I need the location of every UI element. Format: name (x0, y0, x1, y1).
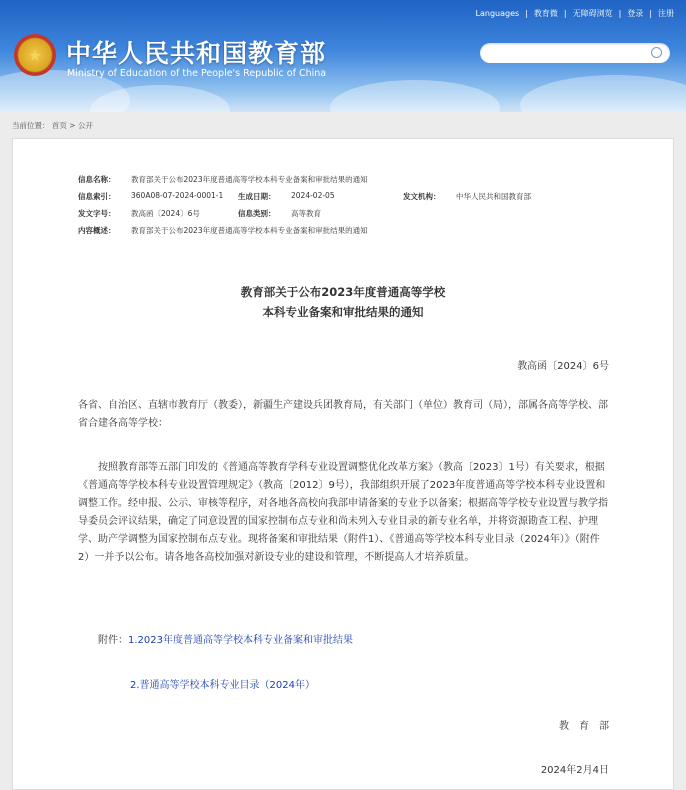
attachment-list (98, 631, 353, 646)
doc-number: 教高函〔2024〕6号 (517, 361, 609, 372)
nav-sep: | (525, 9, 528, 18)
nav-sep: | (649, 9, 652, 18)
meta-index-label: 信息索引： (78, 192, 116, 201)
mobile-link[interactable]: 教育微 (533, 9, 558, 18)
register-link[interactable]: 注册 (658, 9, 674, 18)
breadcrumb-sep: > (69, 121, 76, 130)
attachment-label: 附件： (98, 635, 128, 646)
doc-title-line2: 本科专业备案和审批结果的通知 (262, 305, 424, 319)
attachment-link-1[interactable]: 1.2023年度普通高等学校本科专业备案和审批结果 (128, 635, 353, 646)
national-emblem-icon[interactable]: ★ (14, 34, 56, 76)
meta-issuer-label: 发文机构： (403, 192, 441, 201)
languages-link[interactable]: Languages (475, 9, 520, 18)
metadata-table (78, 174, 638, 242)
meta-docno-value: 教高函〔2024〕6号 (131, 209, 200, 218)
meta-category-value: 高等教育 (291, 209, 321, 218)
attachment-link-2[interactable]: 2.普通高等学校本科专业目录（2024年） (130, 680, 315, 691)
meta-name-value: 教育部关于公布2023年度普通高等学校本科专业备案和审批结果的通知 (131, 175, 368, 184)
breadcrumb (12, 120, 93, 131)
meta-summary-label: 内容概述： (78, 226, 116, 235)
nav-sep: | (618, 9, 622, 18)
search-box (480, 43, 670, 63)
accessible-link[interactable]: 无障碍浏览 (572, 9, 613, 18)
nav-sep: | (563, 9, 567, 18)
doc-addressee: 各省、自治区、直辖市教育厅（教委），新疆生产建设兵团教育局，有关部门（单位）教育司（局），部属各高等学校、部省合建各高等学校： (78, 400, 608, 429)
top-navigation (476, 8, 674, 19)
sign-date: 2024年2月4日 (540, 765, 609, 776)
meta-summary-value: 教育部关于公布2023年度普通高等学校本科专业备案和审批结果的通知 (131, 226, 368, 235)
meta-docno-label: 发文字号： (78, 209, 116, 218)
meta-date-label: 生成日期： (238, 192, 276, 201)
search-icon[interactable] (651, 47, 662, 58)
breadcrumb-label: 当前位置： (12, 121, 50, 130)
meta-name-label: 信息名称： (78, 175, 116, 184)
meta-date-value: 2024-02-05 (291, 191, 335, 200)
signer: 教 育 部 (559, 721, 609, 732)
site-title[interactable]: 中华人民共和国教育部 (66, 39, 327, 68)
doc-body: 按照教育部等五部门印发的《普通高等教育学科专业设置调整优化改革方案》（教高〔2023〕1号）有关要求，根据《普通高等学校本科专业设置管理规定》（教高〔2012〕9号），我部组织开展了2023年度普通高等学校本科专业设置和调整工作。经申报、公示、审核等程序，对各地各高校向我部申请备案的专业予以备案；根据高等学校专业设置与教学指导委员会评议结果，确定了同意设置的国家控制布点专业和尚未列入专业目录的新专业名单，并将资源勘查工程、护理学、助产学调整为国家控制布点专业。现将备案和审批结果（附件1）、《普通高等学校本科专业目录（2024年）》（附件2）一并予以公布。请各地各高校加强对新设专业的建设和管理，不断提高人才培养质量。 (78, 462, 608, 563)
meta-index-value: 360A08-07-2024-0001-1 (131, 191, 224, 200)
search-input[interactable] (490, 45, 654, 65)
meta-category-label: 信息类别： (238, 209, 276, 218)
content-panel (12, 138, 674, 790)
login-link[interactable]: 登录 (627, 9, 644, 18)
meta-issuer-value: 中华人民共和国教育部 (456, 192, 531, 201)
attachment-item-2 (130, 676, 315, 691)
site-header (0, 0, 686, 112)
breadcrumb-home[interactable]: 首页 (51, 121, 67, 130)
breadcrumb-current[interactable]: 公开 (77, 121, 93, 130)
doc-title-line1: 教育部关于公布2023年度普通高等学校 (240, 285, 446, 299)
site-subtitle: Ministry of Education of the People's Republic of China (67, 68, 327, 79)
